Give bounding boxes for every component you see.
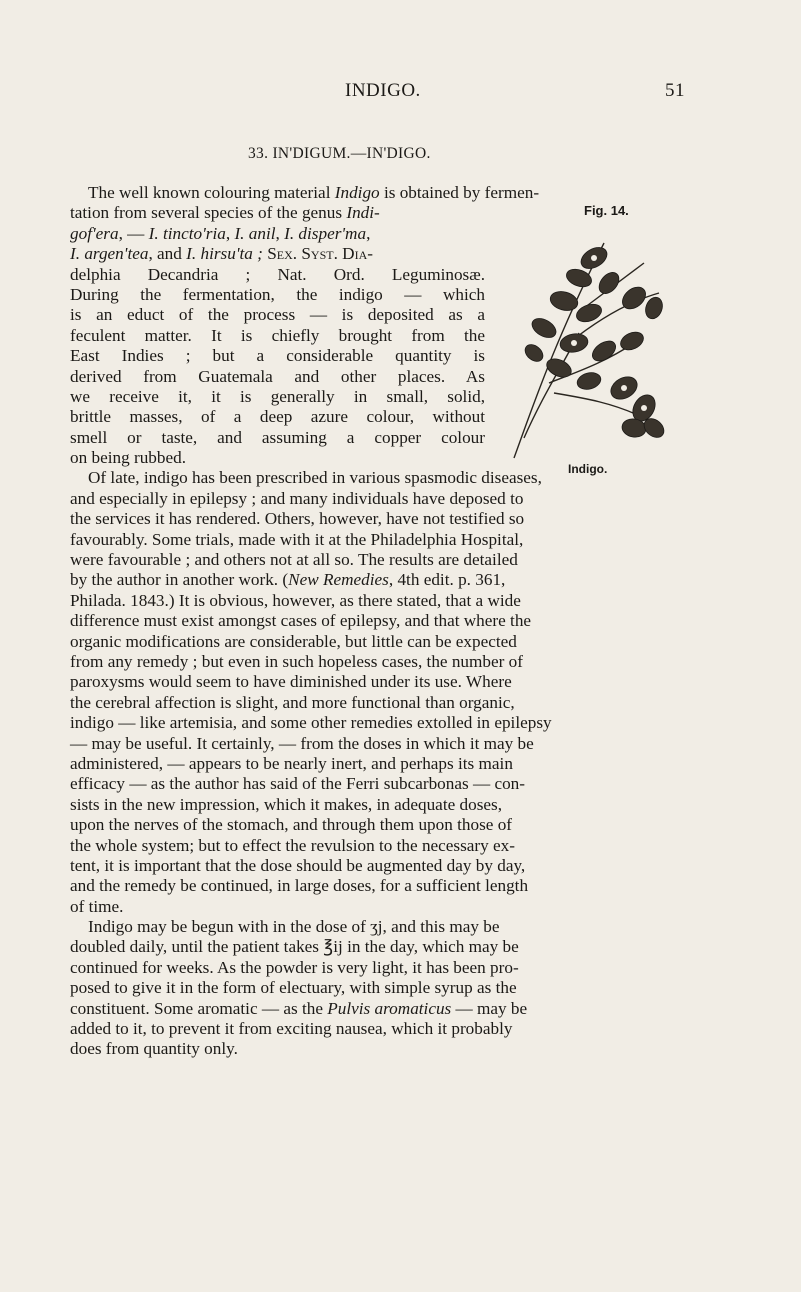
text-line: difference must exist amongst cases of epilepsy, and that where the	[70, 611, 532, 631]
text-line: Of late, indigo has been prescribed in various spasmodic diseases,	[88, 468, 542, 488]
italic-term: I. hirsu'ta ;	[186, 244, 263, 264]
text-run: constituent. Some aromatic — as the	[70, 998, 328, 1018]
text-line: the services it has rendered. Others, however, have not testified so	[70, 509, 525, 529]
text-run: The well known colouring material	[88, 183, 335, 202]
text-run: — may be	[451, 998, 528, 1018]
paragraph-2	[70, 468, 682, 917]
text-line: and the remedy be continued, in large doses, for a sufficient length	[70, 876, 529, 896]
text-run: , and	[148, 244, 187, 264]
text-line: administered, — appears to be nearly inert, and perhaps its main	[70, 753, 513, 773]
text-line: continued for weeks. As the powder is very light, it has been pro-	[70, 957, 519, 977]
text-line: Philada. 1843.) It is obvious, however, as there stated, that a wide	[70, 590, 521, 610]
text-line: is an educt of the process — is deposited as a	[70, 305, 485, 325]
section-title: 33. IN'DIGUM.—IN'DIGO.	[248, 145, 431, 162]
italic-term: I. argen'tea	[70, 244, 149, 264]
italic-term: I. disper'ma	[284, 223, 367, 243]
paragraph-1	[70, 183, 682, 468]
text-line: efficacy — as the author has said of the Ferri subcarbonas — con-	[70, 774, 525, 794]
text-line	[70, 224, 485, 244]
text-run: , —	[118, 223, 149, 243]
body-text	[70, 183, 682, 1060]
text-line	[70, 244, 485, 264]
text-line: favourably. Some trials, made with it at the Philadelphia Hospital,	[70, 529, 524, 549]
text-run: tation from several species of the genus	[70, 203, 347, 223]
text-run: Sex. Syst. Dia-	[262, 244, 373, 264]
page-number: 51	[665, 80, 685, 101]
text-line: posed to give it in the form of electuary, with simple syrup as the	[70, 978, 517, 998]
text-line: brittle masses, of a deep azure colour, without	[70, 407, 485, 427]
text-line	[70, 183, 682, 203]
text-line: East Indies ; but a considerable quantity is	[70, 346, 485, 366]
text-line: does from quantity only.	[70, 1039, 238, 1059]
italic-term: New Remedies	[288, 570, 389, 590]
italic-term: I. tincto'ria	[148, 223, 226, 243]
text-line	[70, 999, 682, 1019]
text-line: sists in the new impression, which it makes, in adequate doses,	[70, 794, 503, 814]
text-run: ,	[225, 223, 235, 243]
figure-label: Fig. 14.	[584, 203, 629, 218]
text-line: organic modifications are considerable, but little can be expected	[70, 631, 517, 651]
running-head-title: INDIGO.	[345, 80, 421, 101]
figure-caption: Indigo.	[568, 462, 608, 476]
text-line: delphia Decandria ; Nat. Ord. Leguminosæ.	[70, 264, 485, 284]
text-run: ,	[366, 223, 371, 243]
text-line: indigo — like artemisia, and some other remedies extolled in epilepsy	[70, 713, 552, 733]
text-run: ,	[275, 223, 285, 243]
text-line: on being rubbed.	[70, 448, 186, 468]
text-line: — may be useful. It certainly, — from the doses in which it may be	[70, 733, 534, 753]
text-line: and especially in epilepsy ; and many individuals have deposed to	[70, 488, 524, 508]
text-line: the whole system; but to effect the revulsion to the necessary ex-	[70, 835, 515, 855]
text-line: feculent matter. It is chiefly brought from the	[70, 325, 485, 345]
running-head	[0, 80, 801, 104]
italic-term: Indi-	[346, 203, 380, 223]
paragraph-3	[70, 917, 682, 1060]
italic-term: gof'era	[70, 223, 119, 243]
text-run: , 4th edit. p. 361,	[388, 570, 506, 590]
text-line: the cerebral affection is slight, and more functional than organic,	[70, 692, 515, 712]
text-line: added to it, to prevent it from exciting nausea, which it probably	[70, 1019, 513, 1039]
text-line	[70, 203, 485, 223]
italic-term: Pulvis aromaticus	[327, 998, 452, 1018]
text-line: tent, it is important that the dose should be augmented day by day,	[70, 855, 526, 875]
text-line: During the fermentation, the indigo — which	[70, 284, 485, 304]
text-run: is obtained by fermen-	[379, 183, 540, 202]
italic-term: I. anil	[234, 223, 276, 243]
text-line: derived from Guatemala and other places. As	[70, 366, 485, 386]
text-line: doubled daily, until the patient takes ℥ij in the day, which may be	[70, 937, 519, 957]
text-run: by the author in another work. (	[70, 570, 289, 590]
text-line: paroxysms would seem to have diminished under its use. Where	[70, 672, 512, 692]
text-line: were favourable ; and others not at all so. The results are detailed	[70, 550, 518, 570]
text-line: we receive it, it is generally in small, solid,	[70, 386, 485, 406]
text-line: of time.	[70, 896, 124, 916]
text-line: Indigo may be begun with in the dose of ʒj, and this may be	[88, 917, 500, 937]
italic-term: Indigo	[334, 183, 380, 202]
text-line	[70, 570, 682, 590]
text-line: upon the nerves of the stomach, and through them upon those of	[70, 815, 513, 835]
text-line: from any remedy ; but even in such hopeless cases, the number of	[70, 651, 523, 671]
text-line: smell or taste, and assuming a copper colour	[70, 427, 485, 447]
